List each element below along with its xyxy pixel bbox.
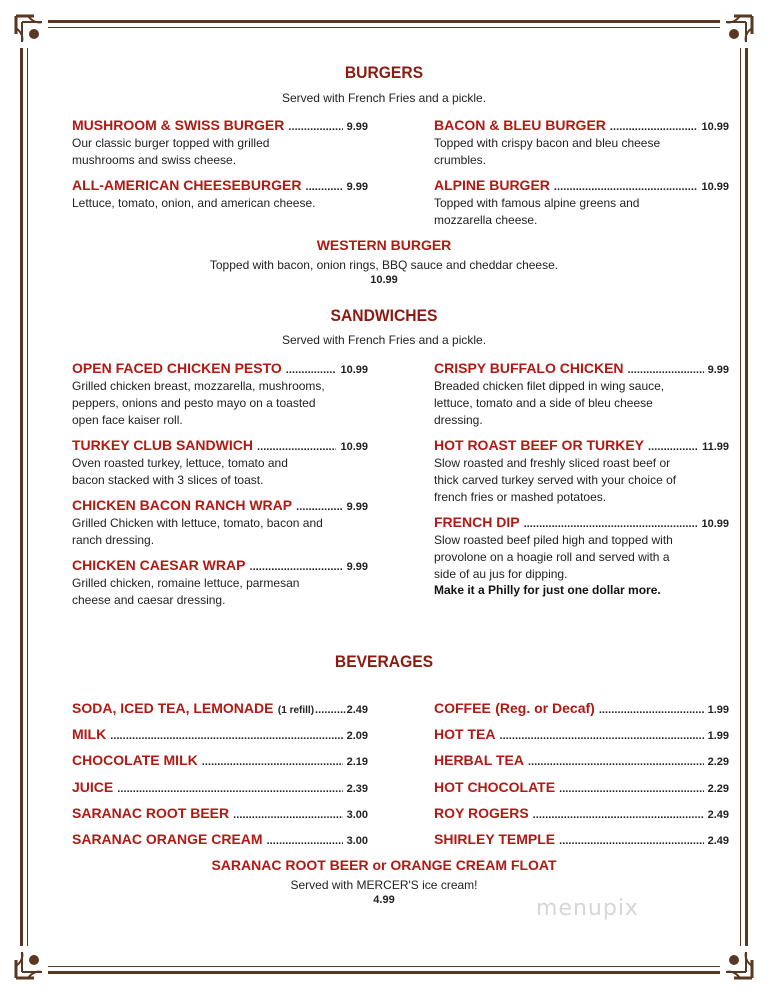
- menu-item: [72, 177, 368, 212]
- corner-ornament-icon: [720, 14, 754, 48]
- item-name: ROY ROGERS: [434, 805, 529, 821]
- item-price: 9.99: [707, 364, 729, 376]
- item-price: 3.00: [346, 809, 368, 821]
- menu-item: [72, 557, 368, 609]
- item-name: COFFEE: [434, 700, 491, 716]
- item-description: Slow roasted and freshly sliced roast beef or thick carved turkey served with your choice of french fries or mashed potatoes.: [434, 456, 677, 504]
- item-price: 2.49: [346, 704, 368, 716]
- item-name: TURKEY CLUB SANDWICH: [72, 437, 253, 453]
- item-name: ALL-AMERICAN CHEESEBURGER: [72, 177, 302, 193]
- item-name: SARANAC ORANGE CREAM: [72, 831, 263, 847]
- menu-item: [72, 117, 368, 169]
- item-name: OPEN FACED CHICKEN PESTO: [72, 360, 282, 376]
- item-name: CHICKEN CAESAR WRAP: [72, 557, 246, 573]
- item-price: 2.39: [346, 783, 368, 795]
- item-option: (Reg. or Decaf): [495, 700, 595, 716]
- item-name: SARANAC ROOT BEER: [72, 805, 230, 821]
- item-price: 9.99: [346, 561, 368, 573]
- menu-item: [72, 360, 368, 429]
- item-price: 2.09: [346, 730, 368, 742]
- beverage-item: [434, 700, 729, 718]
- item-price: 2.49: [707, 835, 729, 847]
- featured-item-name: SARANAC ROOT BEER or ORANGE CREAM FLOAT: [211, 857, 557, 873]
- beverage-item: [434, 805, 729, 821]
- item-description: Topped with famous alpine greens and mozzarella cheese.: [434, 196, 640, 227]
- item-name: JUICE: [72, 779, 114, 795]
- item-name: HOT TEA: [434, 726, 496, 742]
- featured-item-description: Topped with bacon, onion rings, BBQ sauce and cheddar cheese.: [209, 258, 559, 272]
- beverage-item: [72, 726, 368, 742]
- item-price: 2.29: [707, 756, 729, 768]
- item-price: 1.99: [707, 704, 729, 716]
- beverage-item: [72, 700, 368, 718]
- item-description: Slow roasted beef piled high and topped with provolone on a hoagie roll and served with a side of au jus for dipping.: [434, 533, 673, 581]
- item-price: 10.99: [701, 181, 729, 193]
- item-price: 10.99: [701, 518, 729, 530]
- menu-item: [434, 437, 729, 506]
- item-price: 10.99: [701, 121, 729, 133]
- item-name: BACON & BLEU BURGER: [434, 117, 606, 133]
- menu-item: [72, 437, 368, 489]
- item-price: 11.99: [702, 441, 729, 453]
- item-price: 10.99: [340, 364, 368, 376]
- section-subtitle-sandwiches: Served with French Fries and a pickle.: [281, 333, 487, 347]
- item-price: 2.49: [707, 809, 729, 821]
- featured-item-price: 4.99: [373, 894, 395, 906]
- item-price: 1.99: [707, 730, 729, 742]
- menu-item: [434, 514, 729, 597]
- item-name: CHOCOLATE MILK: [72, 752, 198, 768]
- item-name: HOT ROAST BEEF OR TURKEY: [434, 437, 645, 453]
- corner-ornament-icon: [14, 14, 48, 48]
- section-title-beverages: BEVERAGES: [334, 652, 434, 671]
- item-price: 3.00: [346, 835, 368, 847]
- item-name: CRISPY BUFFALO CHICKEN: [434, 360, 624, 376]
- item-name: MILK: [72, 726, 107, 742]
- item-refill-note: (1 refill): [277, 705, 315, 716]
- item-name: FRENCH DIP: [434, 514, 520, 530]
- item-description: Grilled chicken, romaine lettuce, parmesan cheese and caesar dressing.: [72, 576, 300, 607]
- item-price: 2.19: [346, 756, 368, 768]
- beverage-item: [72, 805, 368, 821]
- item-description: Breaded chicken filet dipped in wing sauce, lettuce, tomato and a side of bleu cheese dressing.: [434, 379, 665, 427]
- item-price: 2.29: [707, 783, 729, 795]
- corner-ornament-icon: [14, 946, 48, 980]
- item-note: Make it a Philly for just one dollar more.: [434, 583, 661, 597]
- featured-item-price: 10.99: [370, 274, 398, 286]
- corner-ornament-icon: [720, 946, 754, 980]
- item-price: 9.99: [346, 501, 368, 513]
- item-name: HOT CHOCOLATE: [434, 779, 556, 795]
- item-description: Lettuce, tomato, onion, and american cheese.: [72, 196, 316, 210]
- beverage-item: [72, 831, 368, 847]
- menu-item: [434, 117, 729, 169]
- section-title-sandwiches: SANDWICHES: [330, 306, 438, 325]
- beverage-item: [434, 726, 729, 742]
- item-price: 9.99: [346, 181, 368, 193]
- item-name: SODA, ICED TEA, LEMONADE: [72, 700, 274, 716]
- item-name: ALPINE BURGER: [434, 177, 550, 193]
- beverage-item: [72, 779, 368, 795]
- beverage-item: [434, 752, 729, 768]
- item-price: 9.99: [346, 121, 368, 133]
- item-description: Grilled Chicken with lettuce, tomato, bacon and ranch dressing.: [72, 516, 323, 547]
- beverage-item: [72, 752, 368, 768]
- item-name: CHICKEN BACON RANCH WRAP: [72, 497, 293, 513]
- item-description: Our classic burger topped with grilled mushrooms and swiss cheese.: [72, 136, 270, 167]
- section-title-burgers: BURGERS: [344, 63, 424, 82]
- item-description: Topped with crispy bacon and bleu cheese crumbles.: [434, 136, 661, 167]
- section-subtitle-burgers: Served with French Fries and a pickle.: [281, 91, 487, 105]
- watermark-logo: menupix: [536, 896, 639, 921]
- featured-item-name: WESTERN BURGER: [316, 237, 452, 253]
- item-name: HERBAL TEA: [434, 752, 524, 768]
- item-description: Grilled chicken breast, mozzarella, mushrooms, peppers, onions and pesto mayo on a toasted open face kaiser roll.: [72, 379, 325, 427]
- menu-item: [434, 360, 729, 429]
- item-description: Oven roasted turkey, lettuce, tomato and bacon stacked with 3 slices of toast.: [72, 456, 288, 487]
- menu-item: [434, 177, 729, 229]
- beverage-item: [434, 831, 729, 847]
- item-price: 10.99: [340, 441, 368, 453]
- item-name: MUSHROOM & SWISS BURGER: [72, 117, 285, 133]
- featured-item-description: Served with MERCER'S ice cream!: [290, 878, 478, 892]
- menu-item: [72, 497, 368, 549]
- beverage-item: [434, 779, 729, 795]
- item-name: SHIRLEY TEMPLE: [434, 831, 556, 847]
